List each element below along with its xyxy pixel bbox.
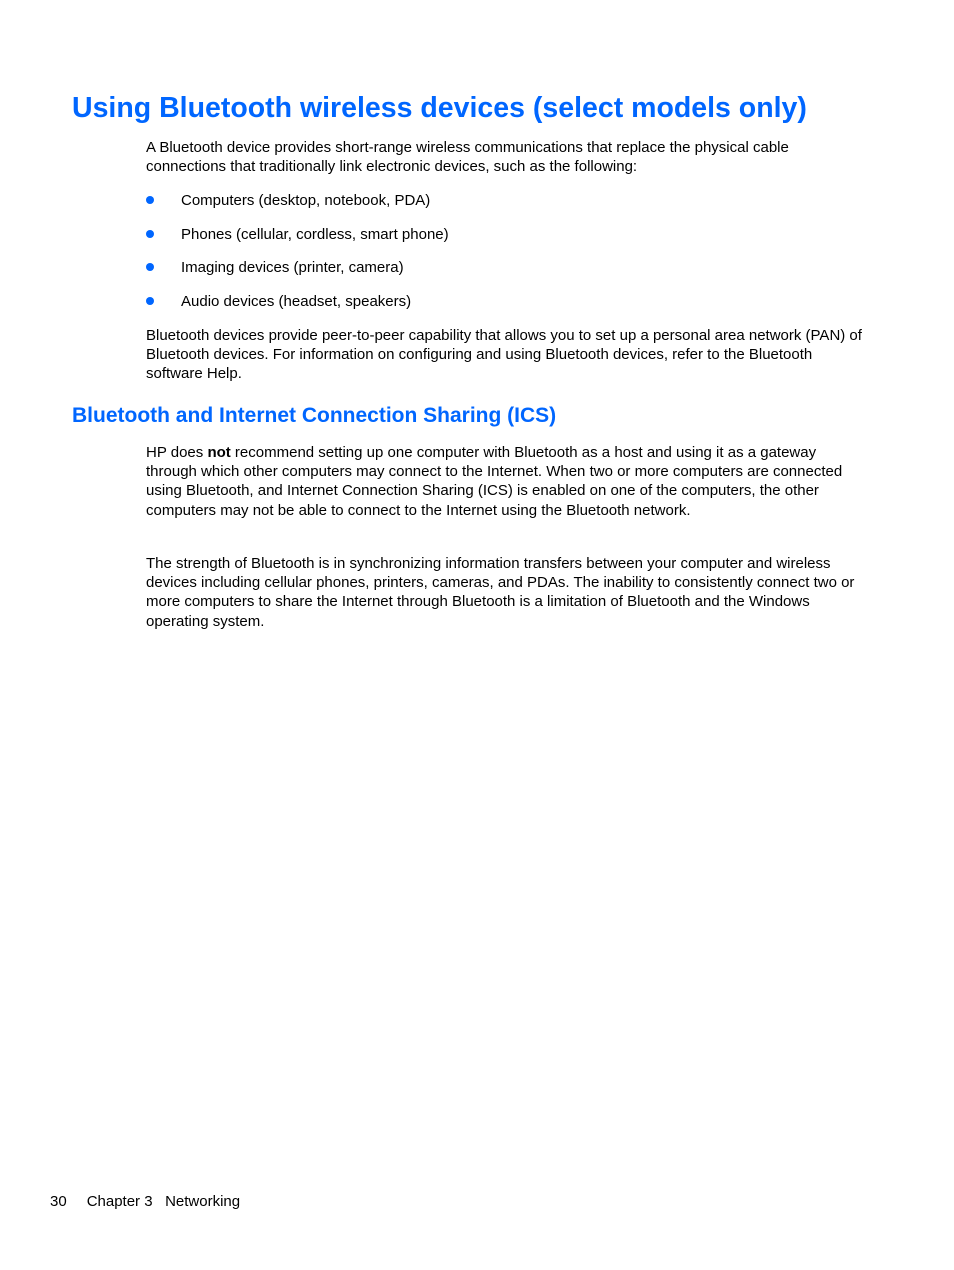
bullet-dot-icon [146,263,154,271]
pan-paragraph: Bluetooth devices provide peer-to-peer capability that allows you to set up a personal area network (PAN) of Bluetooth devices. For information on configuring and using Bluetooth devices, refer to the Bluetooth software Help. [146,327,862,383]
ics-paragraph-rest: recommend setting up one computer with Bluetooth as a host and using it as a gateway through which other computers may connect to the Internet. When two or more computers are connected using Bluetooth, and Internet Connection Sharing (ICS) is enabled on one of the computers, the other computers may not be able to connect to the Internet using the Bluetooth network. [146,444,843,519]
list-item-text: Computers (desktop, notebook, PDA) [181,192,431,209]
ics-paragraph [146,443,868,520]
bullet-dot-icon [146,196,154,204]
page-number: 30 [50,1193,67,1210]
list-item-text: Audio devices (headset, speakers) [181,293,412,311]
intro-paragraph: A Bluetooth device provides short-range wireless communications that replace the physical cable connections that traditionally link electronic devices, such as the following: [146,139,789,176]
page-title: Using Bluetooth wireless devices (select models only) [72,92,807,124]
list-item-text: Phones (cellular, cordless, smart phone) [181,225,449,243]
ics-paragraph-emphasis: not [207,444,231,461]
ics-paragraph-start: HP does [146,444,208,461]
bullet-dot-icon [146,230,154,238]
strength-paragraph: The strength of Bluetooth is in synchronizing information transfers between your computer and wireless devices including cellular phones, printers, cameras, and PDAs. The inability to consistently connect two or more computers to share the Internet through Bluetooth is a limitation of Bluetooth and the Windows operating system. [146,555,855,630]
page-footer [50,1192,240,1211]
chapter-label: Chapter 3 Networking [86,1193,241,1210]
bullet-dot-icon [146,297,154,305]
list-item-text: Imaging devices (printer, camera) [181,259,404,277]
section-heading: Bluetooth and Internet Connection Sharing (ICS) [72,404,557,427]
